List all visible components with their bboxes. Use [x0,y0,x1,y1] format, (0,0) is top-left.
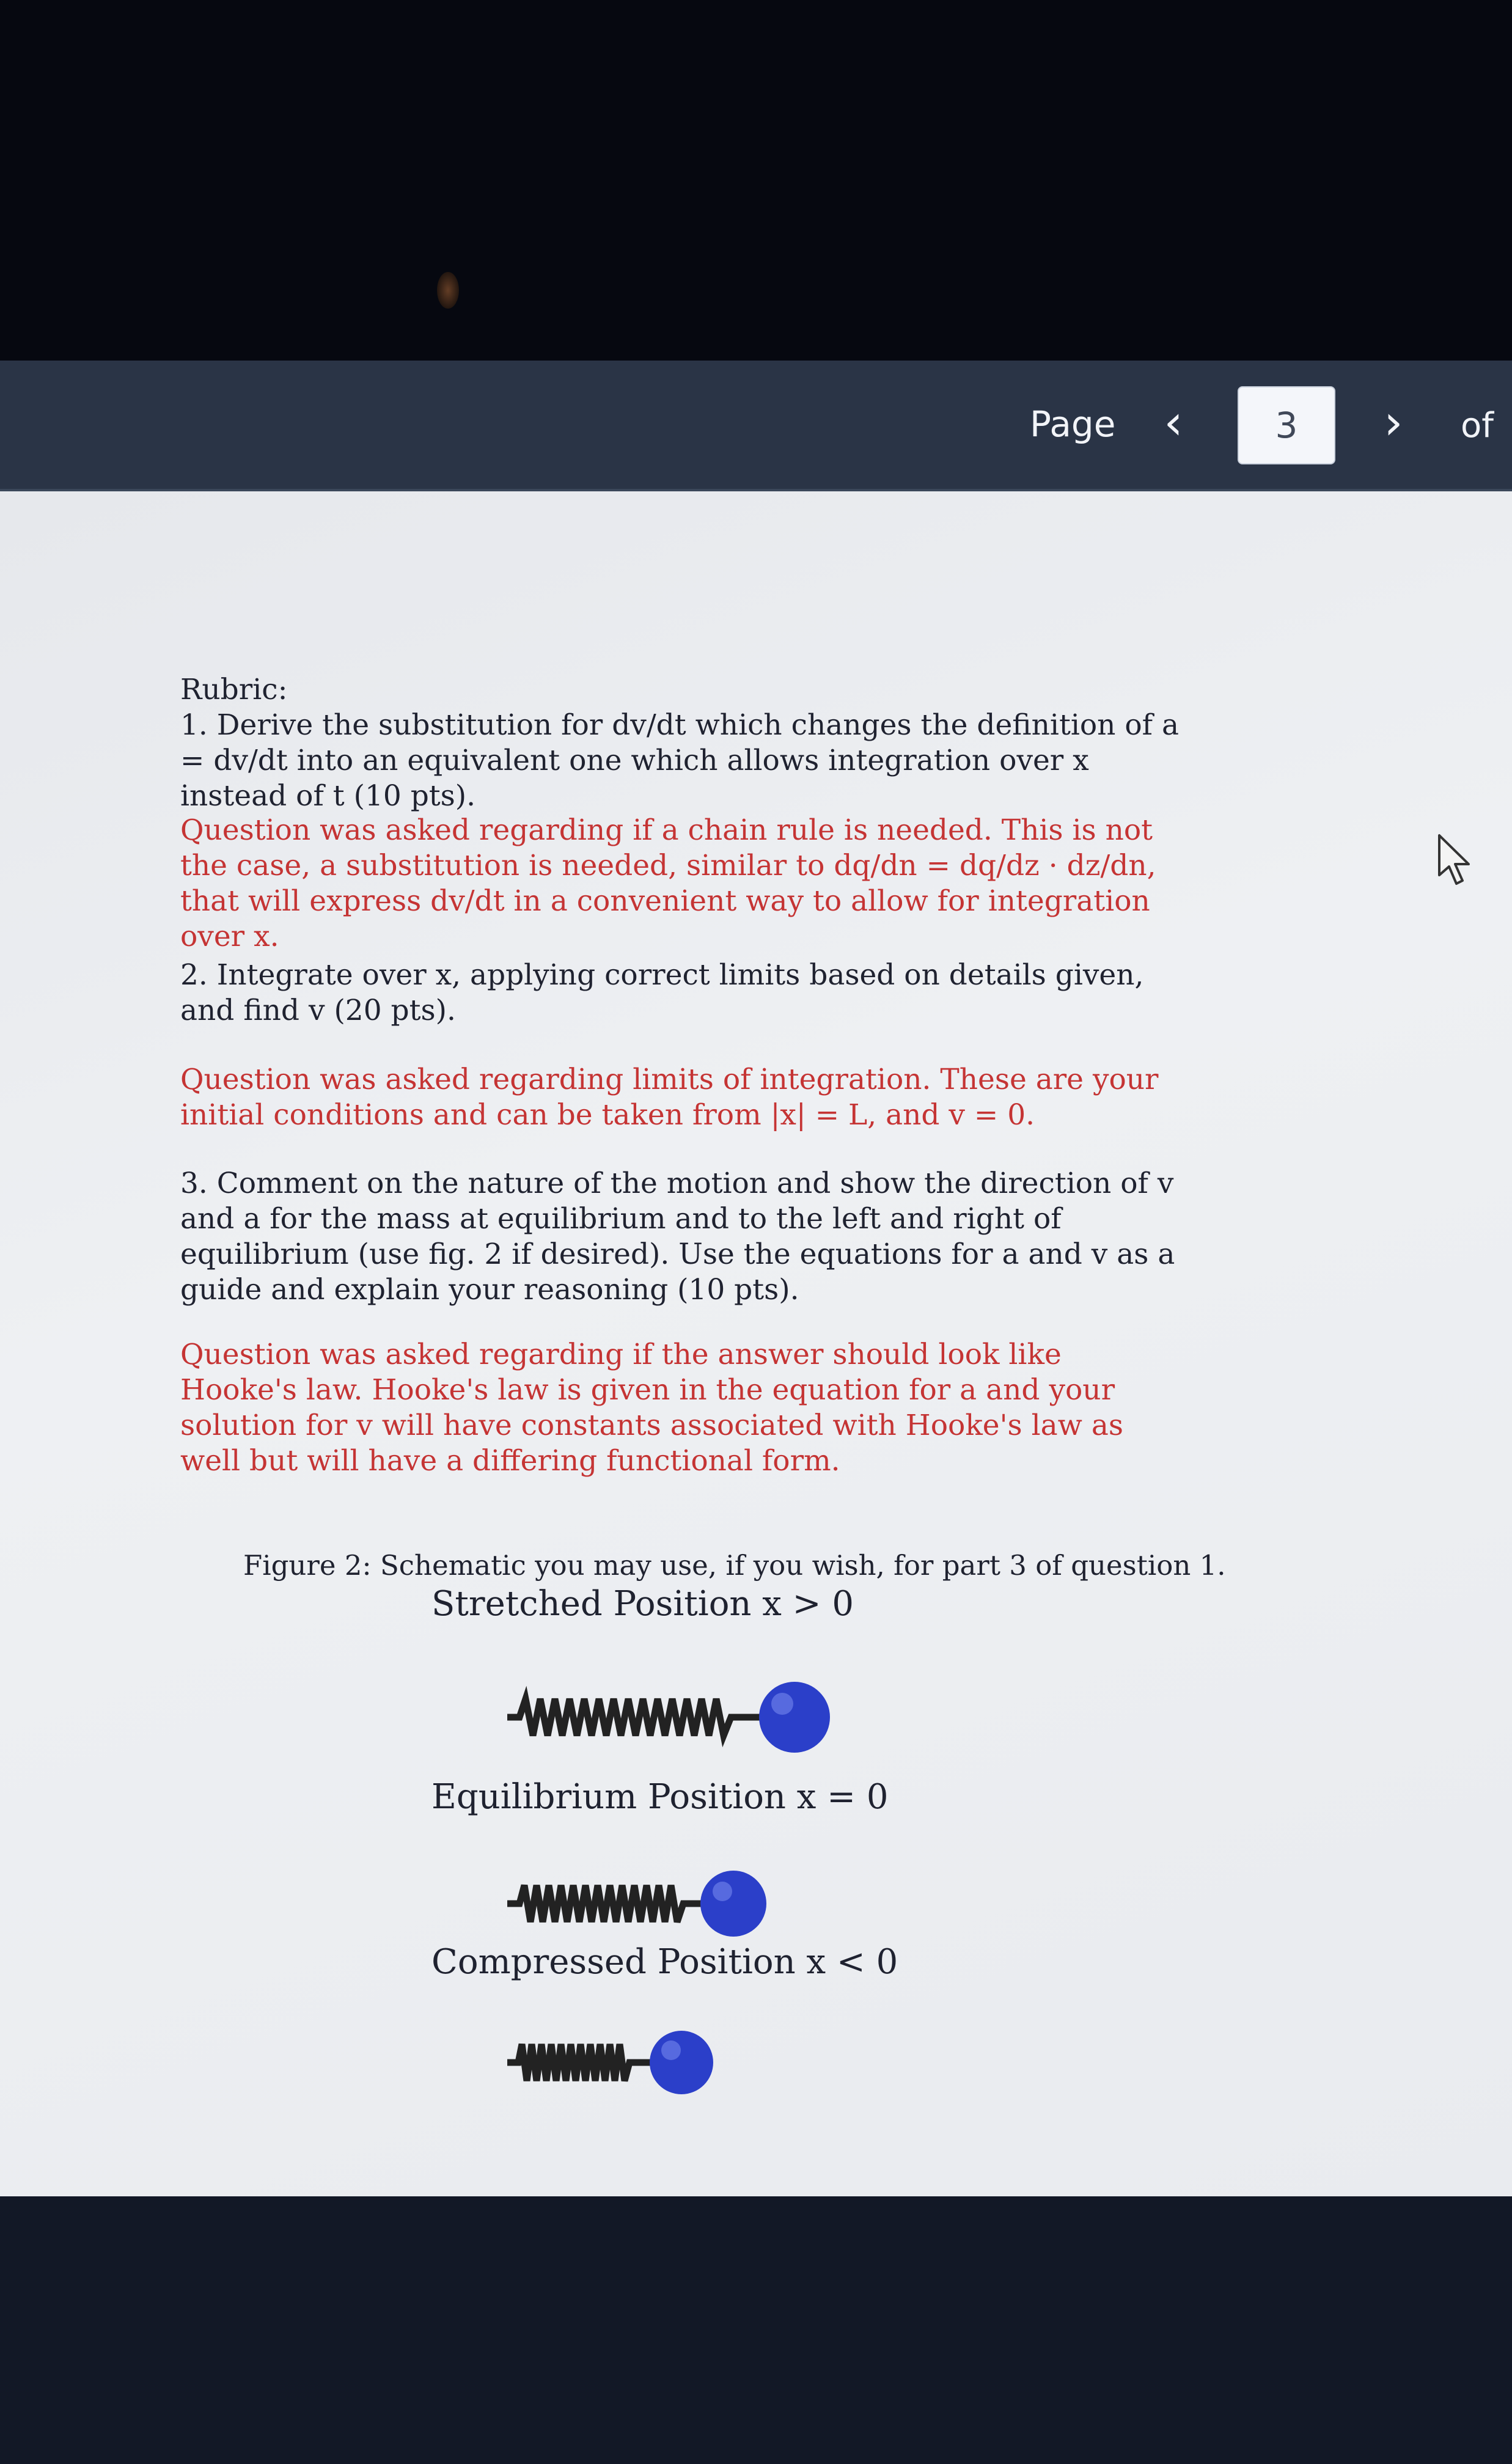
stretched-spring-diagram [507,1674,850,1760]
chevron-left-icon[interactable]: ‹ [1164,395,1183,450]
question-3-answer: Question was asked regarding if the answer should look like Hooke's law. Hooke's law is given in the equation for a and your solution for v will have constants associated with Hooke's law as well but will have a differing functional form. [180,1338,1123,1478]
stretched-label: Stretched Position x > 0 [431,1584,854,1624]
question-3: 3. Comment on the nature of the motion and show the direction of v and a for the mass at equilibrium and to the left and right of equilibrium (use fig. 2 if desired). Use the equations for a and v as a guide and explain your reasoning (10 pts). [180,1167,1175,1307]
compressed-label: Compressed Position x < 0 [431,1942,898,1982]
compressed-spring-diagram [507,2023,721,2102]
chevron-right-icon[interactable]: › [1384,395,1403,450]
figure-caption: Figure 2: Schematic you may use, if you wish, for part 3 of question 1. [243,1549,1226,1582]
glare-reflection [437,272,459,309]
screen-bottom-bezel [0,2196,1512,2464]
question-2: 2. Integrate over x, applying correct limits based on details given, and find v (20 pts). [180,958,1144,1027]
page-label: Page [1030,403,1116,445]
page-count-label: of [1461,406,1494,446]
question-1-answer: Question was asked regarding if a chain rule is needed. This is not the case, a substitution is needed, similar to dq/dn = dq/dz · dz/dn, that will express dv/dt in a convenient way to allow for integration over x. [180,813,1156,953]
rubric-heading: Rubric: [180,673,288,706]
screen-bezel [0,0,1512,361]
question-1: 1. Derive the substitution for dv/dt which changes the definition of a = dv/dt into an equivalent one which allows integration over x instead of t (10 pts). [180,708,1180,813]
page-number-input[interactable]: 3 [1238,386,1335,464]
mouse-cursor-icon [1433,832,1476,887]
equilibrium-spring-diagram [507,1864,782,1943]
question-2-answer: Question was asked regarding limits of integration. These are your initial conditions and can be taken from |x| = L, and v = 0. [180,1063,1159,1132]
equilibrium-label: Equilibrium Position x = 0 [431,1777,889,1817]
